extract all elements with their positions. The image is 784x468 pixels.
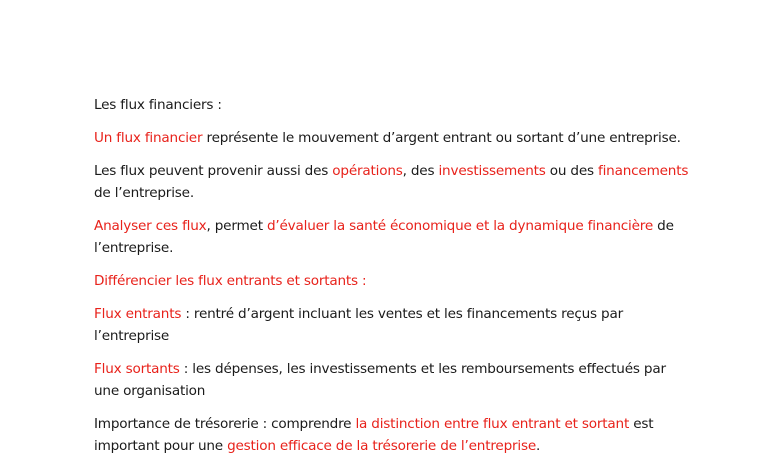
text-segment: Importance de trésorerie : comprendre	[94, 416, 356, 432]
text-segment: ou des	[545, 163, 599, 179]
text-segment: est important pour une	[94, 416, 654, 454]
paragraph-outflows	[94, 358, 694, 402]
text-segment: de l’entreprise.	[94, 218, 674, 256]
text-segment: .	[536, 438, 541, 454]
paragraph-inflows	[94, 303, 694, 347]
highlight-segment: opérations	[332, 163, 403, 179]
paragraph-title	[94, 94, 694, 116]
highlight-segment: gestion efficace de la trésorerie de l’entreprise	[227, 438, 537, 454]
highlight-segment: Flux sortants	[94, 361, 180, 377]
paragraph-treasury	[94, 413, 694, 457]
highlight-segment: Différencier les flux entrants et sortants :	[94, 273, 367, 289]
text-segment: Les flux financiers :	[94, 97, 222, 113]
highlight-segment: d’évaluer la santé économique et la dynamique financière	[266, 218, 654, 234]
highlight-segment: Flux entrants	[94, 306, 182, 322]
paragraph-sources	[94, 160, 694, 204]
text-segment: de l’entreprise.	[94, 185, 194, 201]
text-segment: : les dépenses, les investissements et les remboursements effectués par une organisation	[94, 361, 666, 399]
text-segment: Les flux peuvent provenir aussi des	[94, 163, 333, 179]
text-segment: , des	[402, 163, 439, 179]
paragraph-differentiate-heading	[94, 270, 694, 292]
highlight-segment: Analyser ces flux	[94, 218, 207, 234]
paragraph-analysis	[94, 215, 694, 259]
highlight-segment: Un flux financier	[94, 130, 203, 146]
text-segment: représente le mouvement d’argent entrant ou sortant d’une entreprise.	[202, 130, 681, 146]
highlight-segment: la distinction entre flux entrant et sortant	[355, 416, 630, 432]
highlight-segment: investissements	[438, 163, 546, 179]
paragraph-definition	[94, 127, 694, 149]
text-segment: , permet	[206, 218, 267, 234]
slide-body	[94, 94, 694, 468]
highlight-segment: financements	[598, 163, 689, 179]
text-segment: : rentré d’argent incluant les ventes et les financements reçus par l’entreprise	[94, 306, 624, 344]
